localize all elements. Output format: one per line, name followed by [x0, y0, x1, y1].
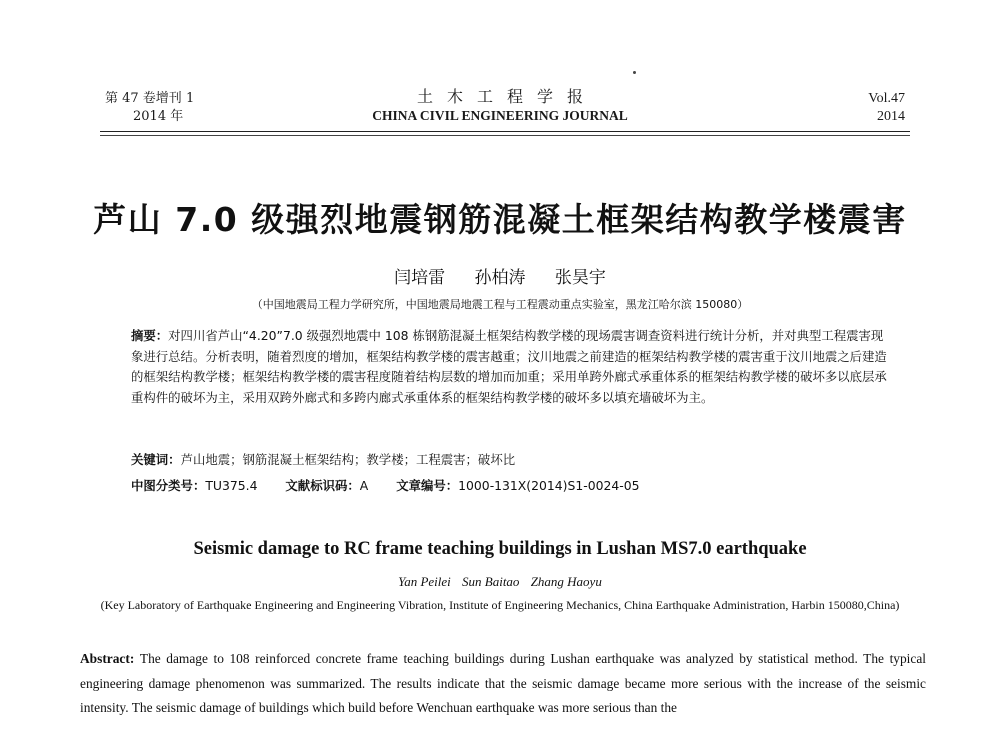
keywords-cn-text: 芦山地震；钢筋混凝土框架结构；教学楼；工程震害；破坏比 [180, 452, 516, 467]
clc-value: TU375.4 [205, 478, 258, 493]
header-rule-thin [100, 135, 910, 136]
affiliation-cn: （中国地震局工程力学研究所，中国地震局地震工程与工程震动重点实验室，黑龙江哈尔滨 150080） [251, 298, 749, 311]
keywords-cn-label: 关键词： [131, 452, 181, 467]
header-volume-en: Vol.47 [868, 91, 905, 106]
author-en: Yan Peilei [398, 574, 451, 589]
keywords-cn [131, 450, 891, 470]
article-title-cn: 芦山 7.0 级强烈地震钢筋混凝土框架结构教学楼震害 [93, 200, 907, 239]
abstract-cn-text: 对四川省芦山“4.20”7.0 级强烈地震中 108 栋钢筋混凝土框架结构教学楼的现场震害调查资料进行统计分析，并对典型工程震害现象进行总结。分析表明，随着烈度的增加，框架结构教学楼的震害越重；汶川地震之前建造的框架结构教学楼的震害重于汶川地震之后建造的框架结构教学楼；框架结构教学楼的震害程度随着结构层数的增加而加重；采用单跨外廊式承重体系的框架结构教学楼的破坏多以底层承重构件的破坏为主，采用双跨外廊式和多跨内廊式承重体系的框架结构教学楼的破坏多以填充墙破坏为主。 [131, 328, 887, 405]
article-no-group [396, 476, 639, 496]
header-volume-info [105, 90, 265, 126]
article-title-en: Seismic damage to RC frame teaching buildings in Lushan MS7.0 earthquake [193, 539, 807, 559]
author-en: Sun Baitao [462, 574, 520, 589]
journal-name-cn: 土木工程学报 [416, 87, 597, 106]
clc-group [131, 476, 257, 496]
classification-line [131, 476, 911, 496]
abstract-en-label: Abstract [80, 651, 130, 666]
header-year-en: 2014 [877, 109, 905, 124]
scan-dot [633, 71, 636, 74]
abstract-cn [131, 326, 891, 408]
doc-code-value: A [359, 478, 369, 493]
header-journal [340, 88, 660, 125]
clc-label: 中图分类号： [131, 478, 206, 493]
header-volume-en-info [835, 90, 905, 126]
abstract-cn-label: 摘要： [131, 328, 169, 343]
header-year-cn: 2014 年 [133, 109, 184, 124]
authors-cn [0, 266, 1000, 290]
abstract-en-text: The damage to 108 reinforced concrete frame teaching buildings during Lushan earthquake was analyzed by statistical method. The typical engineering damage phenomenon was summarized. The results indicate that the seismic damage became more serious with the increase of the seismic intensity. The seismic damage of buildings which build before Wenchuan earthquake was more serious than the [80, 651, 927, 715]
header-rule-thick [100, 131, 910, 132]
article-no-label: 文章编号： [396, 478, 459, 493]
journal-name-en: CHINA CIVIL ENGINEERING JOURNAL [372, 108, 628, 123]
author-cn: 张昊宇 [554, 268, 606, 288]
article-no-value: 1000-131X(2014)S1-0024-05 [458, 478, 640, 493]
abstract-en: Abstract: The damage to 108 reinforced concrete frame teaching buildings during Lushan earthquake was analyzed by statistical method. The typical engineering damage phenomenon was summarized. The results indicate that the seismic damage became more serious with the increase of the seismic intensity. The seismic damage of buildings which build before Wenchuan earthquake was more serious than the [80, 651, 927, 715]
doc-code-label: 文献标识码： [285, 478, 360, 493]
header-volume-cn: 第 47 卷增刊 1 [105, 91, 195, 106]
author-cn: 孙柏涛 [474, 268, 526, 288]
affiliation-en: (Key Laboratory of Earthquake Engineering and Engineering Vibration, Institute of Engineering Mechanics, China Earthquake Administration, Harbin 150080,China) [100, 598, 900, 612]
author-cn: 闫培雷 [394, 268, 446, 288]
author-en: Zhang Haoyu [530, 574, 602, 589]
doc-code-group [285, 476, 368, 496]
authors-en [0, 573, 1000, 591]
